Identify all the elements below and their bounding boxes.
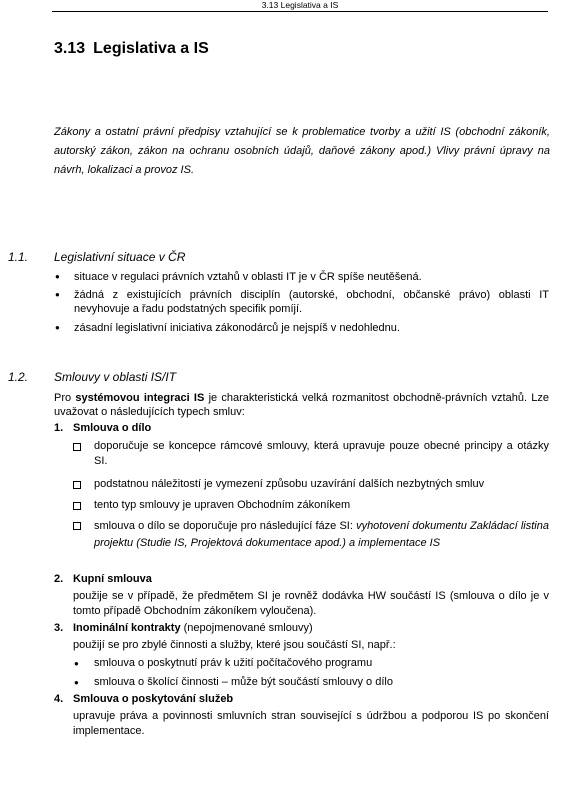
chapter-title — [54, 40, 209, 58]
section-title: Smlouvy v oblasti IS/IT — [54, 370, 177, 384]
running-header: 3.13 Legislativa a IS — [52, 0, 548, 12]
item-heading-3 — [54, 621, 313, 635]
sub-item-text-italic: vyhotovení dokumentu Zakládací listina projektu (Studie IS, Projektová dokumentace apod.) a implementace IS — [94, 520, 549, 549]
checkbox-square-icon — [73, 443, 81, 451]
item-number: 3. — [54, 622, 64, 634]
list-item-text: zásadní legislativní iniciativa zákonodárců je nejspíš v nedohlednu. — [74, 322, 400, 334]
intro-paragraph: Zákony a ostatní právní předpisy vztahující se k problematice tvorby a užití IS (obchodní zákoník, autorský zákon, zákon na ochranu osobních údajů, daňové zákony apod.) Vlivy právní úpravy na návrh, lokalizaci a provoz IS. — [54, 126, 550, 176]
item-heading-1 — [54, 421, 151, 435]
sub-item-text: smlouva o poskytnutí práv k užití počítačového programu — [94, 657, 373, 669]
sub-item-text: doporučuje se koncepce rámcové smlouvy, která upravuje pouze obecné principy a otázky SI. — [94, 440, 549, 467]
item-paragraph: použijí se pro zbylé činnosti a služby, které jsou součástí SI, např.: — [73, 639, 396, 651]
checkbox-square-icon — [73, 522, 81, 530]
item-heading-4 — [54, 692, 233, 706]
section-heading-1-2 — [8, 370, 176, 384]
section-title: Legislativní situace v ČR — [54, 250, 186, 264]
list-item — [54, 270, 549, 284]
bullet-icon: ● — [74, 659, 79, 668]
list-item-text: situace v regulaci právních vztahů v oblasti IT je v ČR spíše neutěšená. — [74, 271, 422, 283]
item-title: Inominální kontrakty — [73, 622, 181, 634]
chapter-title-text: Legislativa a IS — [93, 40, 209, 57]
sub-item-text: podstatnou náležitostí je vymezení způsobu uzavírání dalších nezbytných smluv — [94, 478, 485, 490]
section-intro — [54, 391, 549, 419]
sub-item-text: smlouva o školící činnosti – může být součástí smlouvy o dílo — [94, 676, 393, 688]
item-heading-2 — [54, 572, 152, 586]
item-title: Smlouva o poskytování služeb — [73, 693, 234, 705]
sub-item — [73, 477, 549, 492]
sub-item-text: tento typ smlouvy je upraven Obchodním zákoníkem — [94, 499, 351, 511]
sub-item-text-plain: smlouva o dílo se doporučuje pro následující fáze SI: — [94, 520, 357, 532]
bullet-icon: ● — [55, 290, 60, 299]
sub-item-text — [94, 518, 549, 552]
item-paragraph: použije se v případě, že předmětem SI je rovněž dodávka HW součástí IS (smlouva o dílo je v tomto případě Obchodním zákoníkem vyloučena). — [73, 590, 549, 617]
item-number: 1. — [54, 422, 64, 434]
section-number: 1.1. — [8, 250, 29, 264]
item-title: Kupní smlouva — [73, 573, 152, 585]
item-title-note: (nepojmenované smlouvy) — [180, 622, 313, 634]
checkbox-square-icon — [73, 502, 81, 510]
sub-item — [73, 656, 549, 671]
list-item-text: žádná z existujících právních disciplín (autorské, obchodní, občanské právo) oblasti IT nevyhovuje a řadu podstatných specifik pomíjí. — [74, 289, 549, 315]
item-paragraph: upravuje práva a povinnosti smluvních stran související s údržbou a podporou IS po skončení implementace. — [73, 710, 549, 737]
item-title: Smlouva o dílo — [73, 422, 152, 434]
checkbox-square-icon — [73, 481, 81, 489]
sub-item — [73, 439, 549, 469]
bullet-icon: ● — [55, 272, 60, 281]
list-item — [54, 321, 549, 335]
section-heading-1-1 — [8, 250, 185, 264]
intro-text: Pro — [54, 392, 76, 404]
bullet-icon: ● — [55, 323, 60, 332]
bullet-icon: ● — [74, 678, 79, 687]
sub-item — [73, 675, 549, 690]
section-number: 1.2. — [8, 370, 29, 384]
item-number: 2. — [54, 573, 64, 585]
list-item — [54, 288, 549, 316]
intro-text: je charakteristická velká rozmanitost obchodně-právních vztahů. Lze uvažovat o následujících typech smluv: — [54, 392, 549, 418]
chapter-number: 3.13 — [54, 40, 86, 57]
item-number: 4. — [54, 693, 64, 705]
intro-bold: systémovou integraci IS — [75, 392, 205, 404]
sub-item — [73, 498, 549, 513]
sub-item — [73, 518, 549, 552]
